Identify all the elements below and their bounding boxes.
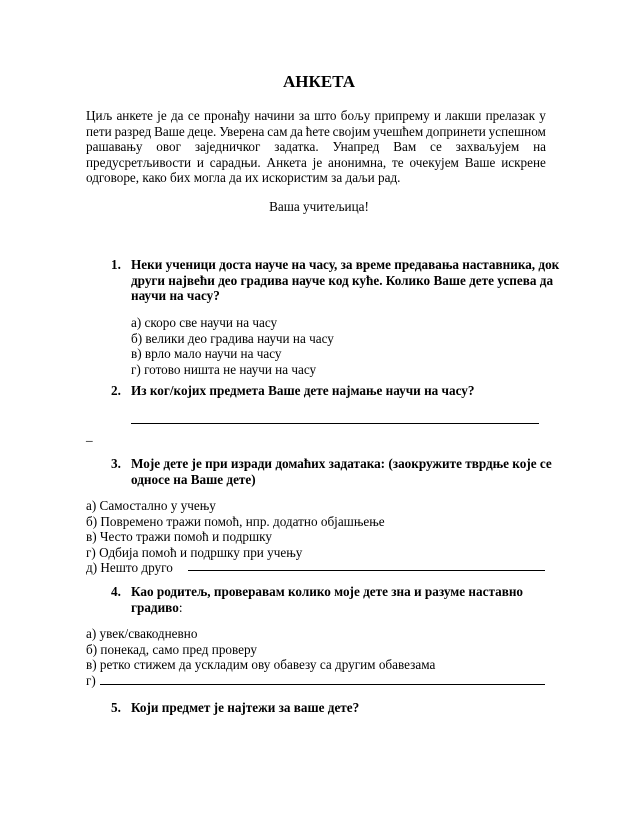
answer-option[interactable]: б) велики део градива научи на часу — [131, 330, 334, 346]
answer-line[interactable] — [131, 423, 539, 424]
intro-word: успешном — [488, 123, 546, 139]
question-1-options — [131, 315, 334, 377]
question-3-text — [131, 456, 552, 487]
question-5-number: 5. — [111, 700, 121, 715]
intro-word: начини — [254, 108, 295, 123]
intro-word: и — [196, 154, 204, 170]
intro-word: анонимна, — [328, 154, 387, 170]
intro-word: се — [187, 108, 200, 123]
question-2-number: 2. — [111, 383, 121, 398]
intro-word: овог — [156, 139, 182, 154]
intro-word: предусретљивости — [86, 154, 192, 170]
answer-option[interactable]: в) ретко стижем да ускладим ову обавезу са другим обавезама — [86, 657, 436, 672]
question-3-number: 3. — [111, 456, 121, 471]
answer-option[interactable]: в) Често тражи помоћ и подршку — [86, 529, 272, 544]
intro-word: заједничког — [194, 139, 261, 154]
intro-word: лакши — [445, 108, 482, 123]
question-1-text — [131, 257, 559, 304]
stray-underscore: _ — [86, 428, 93, 443]
question-5-text: Који предмет је најтежи за ваше дете? — [131, 700, 360, 715]
intro-word: бољу — [340, 108, 371, 123]
intro-word: на — [533, 139, 546, 154]
answer-option[interactable]: в) врло мало научи на часу — [131, 346, 282, 361]
intro-line — [86, 139, 546, 155]
intro-word: сарадњи. — [209, 154, 261, 170]
question-1-number: 1. — [111, 257, 121, 272]
page-title: АНКЕТА — [283, 72, 355, 91]
intro-word: припрему — [374, 108, 430, 123]
answer-option[interactable]: г) готово ништа не научи на часу — [131, 361, 317, 377]
question-4-text — [131, 584, 523, 615]
intro-paragraph — [86, 108, 546, 186]
answer-option[interactable]: а) Самостално у учењу — [86, 498, 216, 513]
question-line-text: градиво — [131, 599, 179, 615]
question-line — [131, 600, 523, 616]
intro-word: пети — [86, 123, 112, 139]
intro-word: захваљујем — [455, 139, 520, 154]
intro-word: пронађу — [203, 108, 251, 123]
intro-line — [86, 108, 546, 124]
question-line: Моје дете је при изради домаћих задатака: (заокружите тврдње које се — [131, 456, 552, 471]
intro-word: Уверена — [219, 123, 265, 139]
question-4-number: 4. — [111, 584, 121, 599]
intro-word: је — [312, 154, 323, 170]
intro-line — [86, 155, 546, 171]
intro-word: анкете — [116, 108, 153, 123]
intro-word: ћете — [305, 123, 330, 139]
intro-word: деце. — [187, 123, 217, 139]
intro-word: у — [539, 108, 546, 123]
question-3-options — [86, 498, 385, 576]
intro-word: Вам — [393, 139, 417, 154]
question-4-options — [86, 626, 435, 688]
answer-option[interactable]: а) скоро све научи на часу — [131, 315, 278, 330]
question-2-text: Из ког/којих предмета Ваше дете најмање научи на часу? — [131, 383, 475, 398]
answer-line[interactable] — [188, 570, 545, 571]
intro-word: разред — [114, 123, 152, 139]
question-line: Неки ученици доста науче на часу, за време предавања наставника, док — [131, 257, 560, 272]
answer-option[interactable]: г) — [86, 672, 96, 688]
question-line: Као родитељ, проверавам колико моје дете зна и разуме наставно — [131, 584, 524, 599]
intro-word: је — [157, 108, 167, 123]
intro-word: Циљ — [86, 108, 113, 123]
intro-word: учешћем — [373, 123, 424, 139]
intro-word: својим — [332, 123, 371, 139]
question-line: други највећи део градива науче код куће. Колико Ваше дете успева да — [131, 272, 554, 288]
intro-word: Ваше — [464, 154, 496, 170]
answer-option[interactable]: г) Одбија помоћ и подршку при учењу — [86, 544, 303, 560]
answer-option[interactable]: д) Нешто друго — [86, 560, 173, 575]
intro-word: Унапред — [332, 139, 380, 154]
question-line: научи на часу? — [131, 288, 220, 303]
intro-word: сам — [267, 123, 288, 139]
intro-word: очекујем — [409, 154, 459, 170]
intro-word: се — [430, 139, 442, 154]
intro-word: искрене — [501, 154, 546, 170]
intro-word: да — [170, 108, 184, 123]
intro-word: за — [298, 108, 310, 123]
answer-option[interactable]: а) увек/свакодневно — [86, 626, 198, 641]
intro-word: да — [290, 123, 303, 139]
intro-word: прелазак — [485, 108, 536, 123]
intro-line: одговоре, како бих могла да их искористим за даљи рад. — [86, 170, 401, 185]
teacher-signature: Ваша учитељица! — [269, 199, 369, 214]
intro-word: Ваше — [154, 123, 185, 139]
intro-word: допринети — [426, 123, 486, 139]
answer-line[interactable] — [100, 684, 545, 685]
intro-word: задатка. — [274, 139, 319, 154]
answer-option[interactable]: б) понекад, само пред проверу — [86, 641, 258, 657]
question-colon: : — [178, 599, 183, 615]
intro-word: рашавању — [86, 139, 143, 154]
intro-word: и — [433, 108, 441, 123]
question-line: односе на Ваше дете) — [131, 471, 256, 487]
intro-word: Анкета — [266, 154, 307, 170]
intro-word: што — [314, 108, 337, 123]
intro-line — [86, 124, 546, 140]
answer-option[interactable]: б) Повремено тражи помоћ, нпр. додатно објашњење — [86, 513, 385, 529]
intro-word: те — [392, 154, 404, 170]
